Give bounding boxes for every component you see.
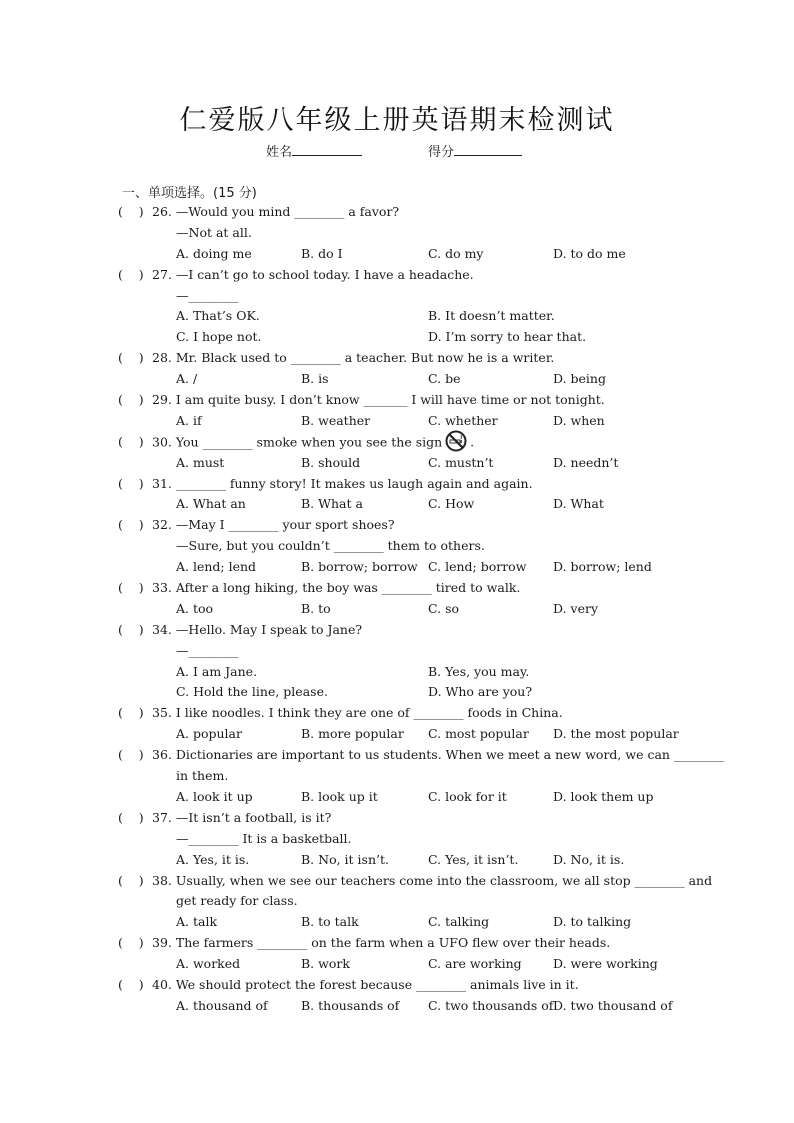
question-text: ________ funny story! It makes us laugh again and again. (175, 475, 533, 491)
answer-blank: ( ) (118, 517, 144, 533)
option-b[interactable]: B. look up it (301, 788, 378, 804)
option-row (0, 306, 794, 327)
question-stem (152, 515, 395, 536)
score-blank (454, 143, 522, 156)
option-c[interactable]: C. are working (428, 956, 522, 972)
option-d[interactable]: D. look them up (553, 788, 654, 804)
question-33 (0, 578, 794, 599)
option-row (0, 557, 794, 578)
option-b[interactable]: B. to (301, 600, 331, 616)
question-stem (152, 933, 610, 954)
question-number: 36 (152, 747, 168, 763)
question-continuation (0, 223, 794, 244)
question-31 (0, 474, 794, 495)
question-text: We should protect the forest because ________ animals live in it. (175, 976, 579, 992)
question-27 (0, 265, 794, 286)
question-number: 35 (152, 705, 168, 721)
answer-blank: ( ) (118, 392, 144, 408)
question-number: 38 (152, 872, 168, 888)
option-a[interactable]: A. if (176, 412, 202, 428)
answer-blank: ( ) (118, 266, 144, 282)
question-stem (152, 474, 533, 495)
answer-blank: ( ) (118, 350, 144, 366)
option-d[interactable]: D. to talking (553, 914, 632, 930)
continuation-text: —Sure, but you couldn’t ________ them to others. (176, 538, 485, 554)
question-30 (0, 432, 794, 453)
question-38 (0, 871, 794, 892)
option-d[interactable]: D. What (553, 496, 604, 512)
question-stem (152, 202, 399, 223)
option-c[interactable]: C. Yes, it isn’t. (428, 851, 519, 867)
option-b[interactable]: B. do I (301, 245, 343, 261)
question-number: 30 (152, 434, 168, 450)
option-c[interactable]: C. I hope not. (176, 329, 262, 345)
question-number-dot: . (167, 580, 176, 596)
question-text: After a long hiking, the boy was ________ tired to walk. (175, 580, 521, 596)
option-a[interactable]: A. / (176, 371, 198, 387)
option-b[interactable]: B. It doesn’t matter. (428, 308, 555, 324)
question-text: Dictionaries are important to us students. When we meet a new word, we can ________ (175, 747, 724, 763)
option-a[interactable]: A. must (176, 454, 225, 470)
continuation-text: in them. (176, 768, 229, 784)
option-b[interactable]: B. borrow; borrow (301, 559, 418, 575)
answer-blank: ( ) (118, 872, 144, 888)
option-c[interactable]: C. How (428, 496, 475, 512)
option-row (0, 787, 794, 808)
question-text: —Hello. May I speak to Jane? (175, 621, 363, 637)
question-stem (152, 432, 474, 454)
question-continuation (0, 286, 794, 307)
option-d[interactable]: D. needn’t (553, 454, 619, 470)
option-c[interactable]: C. whether (428, 412, 498, 428)
option-row (0, 369, 794, 390)
option-row (0, 411, 794, 432)
option-row (0, 453, 794, 474)
option-b[interactable]: B. thousands of (301, 997, 400, 1013)
option-row (0, 494, 794, 515)
option-a[interactable]: A. lend; lend (176, 559, 257, 575)
option-a[interactable]: A. That’s OK. (176, 308, 260, 324)
name-label: 姓名 (266, 145, 293, 160)
option-row (0, 954, 794, 975)
answer-blank: ( ) (118, 475, 144, 491)
option-c[interactable]: C. Hold the line, please. (176, 684, 328, 700)
option-b[interactable]: B. No, it isn’t. (301, 851, 389, 867)
question-37 (0, 808, 794, 829)
question-number: 28 (152, 350, 168, 366)
question-40 (0, 975, 794, 996)
question-continuation (0, 536, 794, 557)
question-text: —It isn’t a football, is it? (175, 809, 332, 825)
question-number-dot: . (167, 976, 176, 992)
question-32 (0, 515, 794, 536)
option-c[interactable]: C. mustn’t (428, 454, 494, 470)
option-a[interactable]: A. popular (176, 726, 242, 742)
option-row (0, 599, 794, 620)
answer-blank: ( ) (118, 935, 144, 951)
question-stem (152, 808, 331, 829)
answer-blank: ( ) (118, 809, 144, 825)
question-29 (0, 390, 794, 411)
question-stem (152, 703, 563, 724)
option-c[interactable]: C. talking (428, 914, 490, 930)
question-stem (152, 348, 554, 369)
question-number: 29 (152, 392, 168, 408)
option-c[interactable]: C. lend; borrow (428, 559, 527, 575)
answer-blank: ( ) (118, 976, 144, 992)
option-d[interactable]: D. No, it is. (553, 851, 625, 867)
answer-blank: ( ) (118, 621, 144, 637)
option-b[interactable]: B. What a (301, 496, 363, 512)
question-text: —Would you mind ________ a favor? (175, 204, 400, 219)
question-number: 32 (152, 517, 168, 533)
option-row (0, 244, 794, 265)
question-text: —I can’t go to school today. I have a headache. (175, 266, 474, 282)
option-a[interactable]: A. Yes, it is. (176, 851, 250, 867)
question-text-end: . (470, 434, 475, 450)
option-c[interactable]: C. do my (428, 245, 484, 261)
option-c[interactable]: C. most popular (428, 726, 529, 742)
no-smoking-icon (445, 430, 467, 452)
question-35 (0, 703, 794, 724)
question-list (0, 202, 794, 1017)
question-36 (0, 745, 794, 766)
question-number: 39 (152, 935, 168, 951)
question-text: Usually, when we see our teachers come into the classroom, we all stop ________ and (175, 872, 713, 888)
question-stem (152, 265, 474, 286)
question-number-dot: . (167, 935, 176, 951)
question-number: 31 (152, 475, 168, 491)
question-39 (0, 933, 794, 954)
question-stem (152, 578, 520, 599)
question-number-dot: . (167, 705, 176, 721)
question-number-dot: . (167, 517, 176, 533)
score-field (428, 141, 522, 160)
option-a[interactable]: A. thousand of (176, 997, 268, 1013)
option-b[interactable]: B. should (301, 454, 361, 470)
option-b[interactable]: B. work (301, 956, 350, 972)
question-number-dot: . (167, 350, 176, 366)
answer-blank: ( ) (118, 747, 144, 763)
option-d[interactable]: D. Who are you? (428, 684, 533, 700)
option-b[interactable]: B. is (301, 371, 329, 387)
answer-blank: ( ) (118, 705, 144, 721)
option-d[interactable]: D. the most popular (553, 726, 679, 742)
continuation-text: —________ (176, 642, 239, 658)
question-text: I am quite busy. I don’t know _______ I will have time or not tonight. (175, 392, 605, 408)
option-d[interactable]: D. being (553, 371, 606, 387)
continuation-text: get ready for class. (176, 893, 298, 909)
question-stem (152, 975, 579, 996)
question-stem (152, 620, 362, 641)
question-number-dot: . (167, 266, 176, 282)
option-d[interactable]: D. I’m sorry to hear that. (428, 329, 587, 345)
question-continuation (0, 766, 794, 787)
option-d[interactable]: D. were working (553, 956, 658, 972)
section-heading: 一、单项选择。(15 分) (122, 186, 257, 201)
question-text: Mr. Black used to ________ a teacher. But now he is a writer. (175, 350, 555, 366)
question-stem (152, 390, 605, 411)
question-number-dot: . (167, 475, 176, 491)
question-number: 40 (152, 976, 168, 992)
option-row (0, 850, 794, 871)
name-blank (292, 143, 362, 156)
option-a[interactable]: A. look it up (176, 788, 253, 804)
question-number-dot: . (167, 747, 176, 763)
option-d[interactable]: D. when (553, 412, 605, 428)
question-number-dot: . (167, 204, 176, 219)
option-d[interactable]: D. very (553, 600, 599, 616)
option-a[interactable]: A. too (176, 600, 214, 616)
question-continuation (0, 829, 794, 850)
question-26 (0, 202, 794, 223)
option-c[interactable]: C. look for it (428, 788, 507, 804)
option-b[interactable]: B. to talk (301, 914, 359, 930)
question-number: 34 (152, 621, 168, 637)
option-d[interactable]: D. two thousand of (553, 997, 673, 1013)
option-d[interactable]: D. borrow; lend (553, 559, 652, 575)
exam-title: 仁爱版八年级上册英语期末检测试 (179, 105, 615, 136)
option-d[interactable]: D. to do me (553, 245, 626, 261)
option-a[interactable]: A. talk (176, 914, 218, 930)
question-continuation (0, 641, 794, 662)
question-stem (152, 871, 712, 892)
option-b[interactable]: B. more popular (301, 726, 404, 742)
option-a[interactable]: A. doing me (176, 245, 252, 261)
question-continuation (0, 891, 794, 912)
question-stem (152, 745, 724, 766)
question-34 (0, 620, 794, 641)
option-row (0, 912, 794, 933)
continuation-text: —________ It is a basketball. (176, 830, 352, 846)
score-label: 得分 (428, 145, 455, 160)
option-a[interactable]: A. worked (176, 956, 241, 972)
question-number-dot: . (167, 872, 176, 888)
question-number-dot: . (167, 434, 176, 450)
answer-blank: ( ) (118, 204, 144, 219)
option-row (0, 724, 794, 745)
option-row (0, 327, 794, 348)
answer-blank: ( ) (118, 580, 144, 596)
option-row (0, 682, 794, 703)
question-text: You ________ smoke when you see the sign (175, 434, 443, 450)
option-b[interactable]: B. weather (301, 412, 371, 428)
continuation-text: —Not at all. (176, 224, 252, 240)
question-number: 37 (152, 809, 168, 825)
option-row (0, 662, 794, 683)
question-number-dot: . (167, 392, 176, 408)
question-text: I like noodles. I think they are one of ________ foods in China. (175, 705, 563, 721)
option-a[interactable]: A. I am Jane. (176, 663, 258, 679)
option-c[interactable]: C. two thousands of (428, 997, 554, 1013)
question-28 (0, 348, 794, 369)
option-c[interactable]: C. so (428, 600, 460, 616)
question-number: 27 (152, 266, 168, 282)
question-text: The farmers ________ on the farm when a UFO flew over their heads. (175, 935, 611, 951)
option-b[interactable]: B. Yes, you may. (428, 663, 530, 679)
answer-blank: ( ) (118, 433, 144, 449)
option-c[interactable]: C. be (428, 371, 461, 387)
question-number: 33 (152, 580, 168, 596)
question-text: —May I ________ your sport shoes? (175, 517, 395, 533)
option-row (0, 996, 794, 1017)
question-number: 26 (152, 204, 168, 219)
name-field (266, 141, 362, 160)
question-number-dot: . (167, 621, 176, 637)
question-number-dot: . (167, 809, 176, 825)
continuation-text: —________ (176, 287, 239, 303)
option-a[interactable]: A. What an (176, 496, 246, 512)
